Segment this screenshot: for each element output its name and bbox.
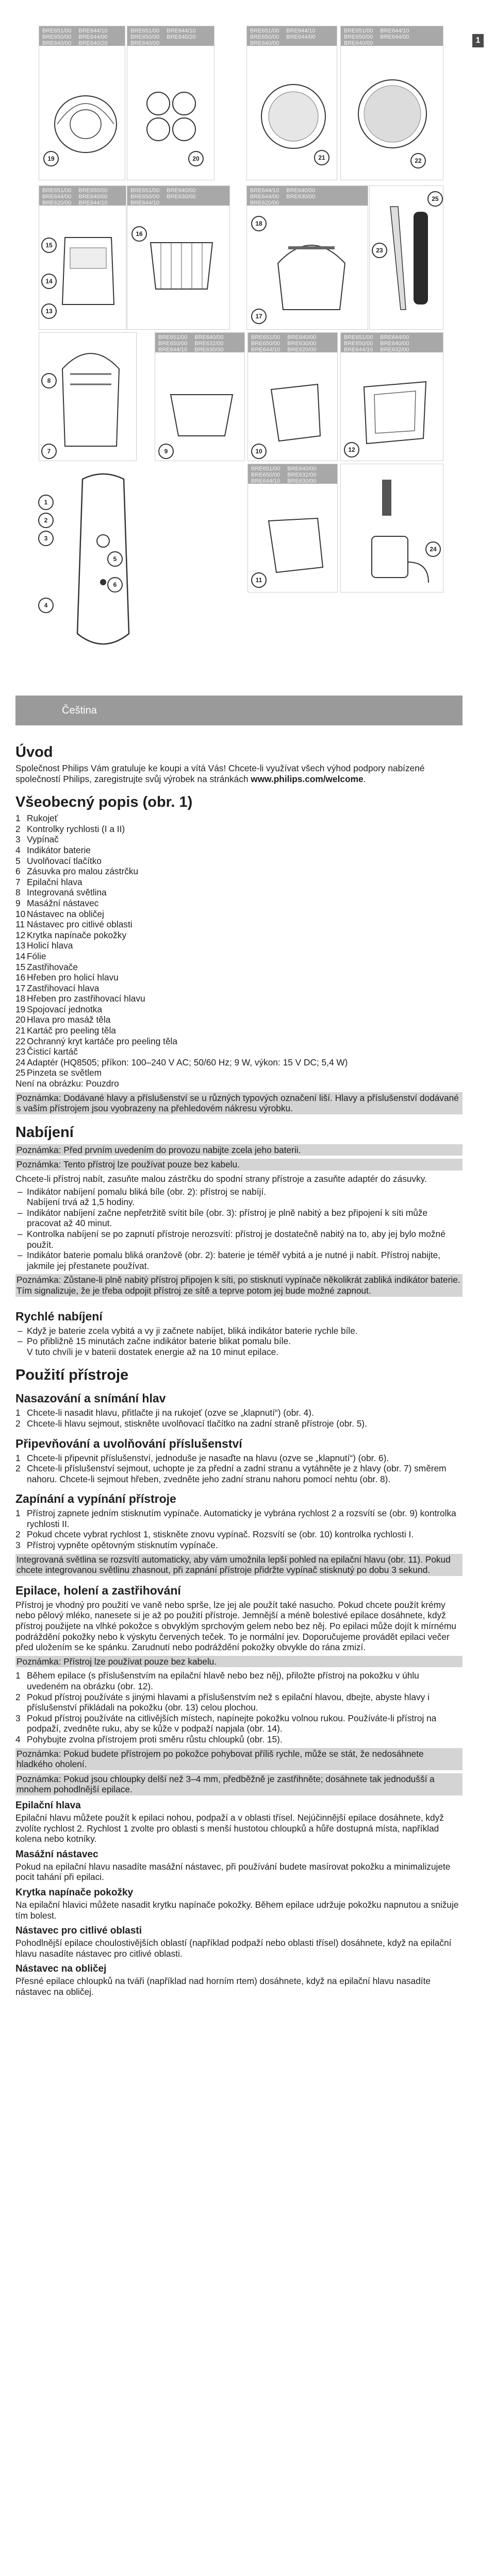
page-number-badge: 1 [472,34,484,47]
list-item [15,856,463,867]
callout-14: 14 [41,274,57,289]
list-item-text: Kartáč pro peeling těla [27,1025,116,1036]
list-item-text: Uvolňovací tlačítko [27,855,102,866]
figure-cell-epilation-head [39,332,137,461]
list-item [15,1025,463,1036]
quick-charge-heading: Rychlé nabíjení [15,1309,103,1323]
intro-paragraph: Společnost Philips Vám gratuluje ke koupi a vítá Vás! Chcete-li využívat všech výhod podpory nabízené společností Philips, zaregistrujte svůj výrobek na stránkách www.philips.com/welcome. [15,763,425,784]
attach-heading: Nasazování a snímání hlav [15,1392,166,1405]
list-item-text: Vypínač [27,834,59,845]
list-item-text: Pokud chcete vybrat rychlost 1, stiskněte znovu vypínač. Rozsvítí se (obr. 10) kontrolka rychlosti I. [27,1529,414,1540]
list-item-text: Během epilace (s příslušenstvím na epilační hlavě nebo bez něj), přiložte přístroj na pokožku v úhlu uvedeném na obrázku (obr. 12). [27,1670,419,1691]
list-item [15,1453,463,1464]
dash-marker: – [18,1336,23,1347]
callout-24: 24 [425,541,441,557]
list-item-text: Integrovaná světlina [27,887,107,898]
list-item [15,877,463,888]
list-item [15,1036,463,1047]
figure-cell-brush-cap [340,26,443,180]
shaving-comb-drawing [143,222,220,310]
charging-note-2: Poznámka: Tento přístroj lze používat pouze bez kabelu. [15,1159,463,1171]
facial-cap-heading: Nástavec na obličej [15,1963,107,1975]
callout-13: 13 [41,303,57,319]
callout-22: 22 [410,153,426,168]
list-item-text: Zásuvka pro malou zástrčku [27,866,139,877]
figure-cell-exfoliation-brush [246,26,337,180]
massage-cap-drawing [166,364,238,451]
bullet-item [15,1250,463,1271]
list-item-text: Rukojeť [27,813,58,824]
model-codes: BRE651/00 BRE644/00 BRE620/00 BRE650/00 BRE640/00 BRE644/10 [39,186,126,206]
dash-marker: – [18,1186,23,1197]
list-item-number: 2 [15,1418,21,1429]
figure-cell-shaving-head-unit [39,26,125,180]
bullet-item-text: Kontrolka nabíjení se po zapnutí přístroje nerozsvítí: přístroj je dostatečně nabitý na to, aby jej bylo možné použít. [27,1228,446,1250]
charging-paragraph: Chcete-li přístroj nabít, zasuňte malou zástrčku do spodní strany přístroje a zasuňte adaptér do zásuvky. [15,1174,427,1184]
list-item-number: 23 [15,1046,26,1057]
figure-cell-massage-head [127,26,214,180]
list-item-text: Čisticí kartáč [27,1046,78,1057]
list-item [15,919,463,930]
callout-12: 12 [344,442,359,457]
list-item-number: 18 [15,993,26,1004]
list-item-number: 24 [15,1057,26,1067]
massage-cap-heading: Masážní nástavec [15,1849,98,1860]
list-item-text: Pokud přístroj používáte na citlivějších místech, napínejte pokožku volnou rukou. Používáte-li přístroj na podpaží, zvedněte ruku, aby se kůže v podpaží napjala (obr. 14). [27,1713,437,1734]
list-item-text: Pinzeta se světlem [27,1067,102,1078]
callout-6: 6 [107,577,123,592]
onoff-heading: Zapínání a vypínání přístroje [15,1492,176,1506]
charging-list [15,1187,463,1272]
list-item [15,1692,463,1713]
epilation-heading: Epilace, holení a zastřihování [15,1583,181,1597]
list-item-text: Chcete-li hlavu sejmout, stiskněte uvolňovací tlačítko na zadní straně přístroje (obr. 5). [27,1418,367,1429]
model-codes: BRE651/00 BRE650/00 BRE640/00 BRE644/10 BRE640/20 [127,26,214,46]
list-item-text: Ochranný kryt kartáče pro peeling těla [27,1036,178,1046]
callout-3: 3 [38,531,54,546]
charging-note-3: Poznámka: Zůstane-li plně nabitý přístroj připojen k síti, po stisknutí vypínače několikrát zabliká indikátor baterie. Tím signalizuje, že je třeba odpojit přístroj ze sítě a teprve potom jej bude možné zapnout. [15,1274,463,1296]
list-item-text: Hřeben pro zastřihovací hlavu [27,993,145,1004]
list-item [15,1046,463,1057]
list-item [15,1540,463,1551]
list-item-text: Krytka napínače pokožky [27,929,127,940]
model-codes: BRE651/00 BRE650/00 BRE640/00 BRE644/10 BRE644/00 [341,26,443,46]
list-item [15,1508,463,1529]
epilation-note-1: Poznámka: Přístroj lze používat pouze bez kabelu. [15,1656,463,1668]
list-item-number: 2 [15,1463,21,1474]
list-item-text: Přístroj zapnete jedním stisknutím vypínače. Automaticky je vybrána rychlost 2 a rozsvítí se (obr. 9) kontrolka rychlosti II. [27,1508,456,1529]
epilation-head-heading: Epilační hlava [15,1800,81,1811]
callout-15: 15 [41,238,57,253]
onoff-list [15,1508,463,1550]
callout-21: 21 [314,150,329,165]
list-item-number: 3 [15,834,21,845]
quick-charge-list [15,1326,463,1358]
list-item-number: 1 [15,813,21,824]
list-item-number: 3 [15,1713,21,1723]
list-item-text: Nástavec pro citlivé oblasti [27,919,133,930]
brush-and-adapter-drawing [351,474,439,588]
list-item-number: 14 [15,951,26,961]
callout-19: 19 [43,151,59,166]
figure-cell-massage-cap [155,332,245,461]
callout-4: 4 [38,598,54,613]
massage-cap-paragraph: Pokud na epilační hlavu nasadíte masážní nástavec, při používání budete masírovat pokožku a minimalizujete pocit tahání při epilaci. [15,1861,451,1883]
illustration-page [0,0,495,685]
bullet-item-text: Indikátor baterie pomalu bliká oranžově (obr. 2): baterie je téměř vybitá a je nutné ji nabít. Přístroj nabijte, jakmile jej přestanete používat. [27,1250,441,1271]
list-item [15,824,463,835]
figure-cell-sensitive-cap [248,464,338,592]
facial-cap-drawing [258,364,331,451]
epilation-note-2: Poznámka: Pokud budete přístrojem po pokožce pohybovat příliš rychle, může se stát, že nedosáhnete hladkého oholení. [15,1748,463,1770]
overview-note: Poznámka: Dodávané hlavy a příslušenství se u různých typových označení liší. Hlavy a příslušenství dodávané s vaším přístrojem jsou vyobrazeny na přehledovém nákresu výrobku. [15,1092,463,1114]
list-item-number: 9 [15,897,21,908]
list-item-number: 21 [15,1025,26,1036]
list-item-text: Pohybujte zvolna přístrojem proti směru růstu chloupků (obr. 15). [27,1734,283,1744]
skin-stretcher-paragraph: Na epilační hlavici můžete nasadit krytku napínače pokožky. Během epilace udržuje pokožku napnutou a snižuje tím bolest. [15,1899,459,1921]
list-item [15,1408,463,1418]
language-label: Čeština [62,705,97,716]
intro-heading: Úvod [15,744,53,760]
model-codes: BRE651/00 BRE650/00 BRE640/00 BRE644/10 BRE644/00 [247,26,337,46]
onoff-note: Integrovaná světlina se rozsvítí automaticky, aby vám umožnila lepší pohled na epilační hlavu (obr. 11). Pokud chcete integrovanou světlinu zhasnout, při zapnání přístroje přidržte vypínač stisknutý po dobu 3 sekund. [15,1554,463,1576]
overview-not-shown: Není na obrázku: Pouzdro [15,1078,119,1089]
callout-1: 1 [38,495,54,510]
callout-2: 2 [38,513,54,528]
bullet-item [15,1229,463,1250]
list-item-number: 20 [15,1014,26,1025]
list-item-number: 5 [15,855,21,866]
sensitive-cap-paragraph: Pohodlnější epilace choulostivějších oblastí (například podpaží nebo oblasti třísel) dosáhnete, když na epilační hlavu nasadíte nástavec pro citlivé oblasti. [15,1938,452,1959]
figure-cell-trimming-head [246,185,368,330]
callout-9: 9 [158,444,174,459]
list-item-text: Hlava pro masáž těla [27,1014,111,1025]
bullet-item-text: Po přibližně 15 minutách začne indikátor baterie blikat pomalu bíle. [27,1336,291,1347]
callout-8: 8 [41,373,57,388]
list-item-number: 4 [15,844,21,855]
epilation-head-paragraph: Epilační hlavu můžete použít k epilaci nohou, podpaží a v oblasti třísel. Nejúčinnější epilace dosáhnete, když zvolíte rychlost 2. Rychlost 1 zvolte pro oblasti s menší hustotou chloupků a hůře dostupná místa, například kolena nebo kotníky. [15,1812,444,1844]
callout-7: 7 [41,444,57,459]
attach-list [15,1408,463,1429]
list-item [15,1067,463,1078]
body-massage-head-drawing [135,62,207,165]
model-codes: BRE651/00 BRE650/00 BRE644/10 BRE644/00 BRE640/00 BRE632/00 [341,333,443,352]
model-codes: BRE651/00 BRE650/00 BRE640/00 BRE644/10 BRE644/00 BRE640/20 [39,26,125,46]
coupling-unit-drawing [47,62,119,165]
dash-marker: – [18,1325,23,1336]
list-item-number: 2 [15,1529,21,1540]
bullet-item-text: Když je baterie zcela vybitá a vy ji začnete nabíjet, bliká indikátor baterie rychle bíle. [27,1325,358,1336]
list-item-text: Holicí hlava [27,940,73,951]
callout-11: 11 [251,572,267,588]
list-item [15,972,463,983]
list-item [15,1529,463,1540]
epilation-head-drawing [50,338,132,456]
skin-stretcher-drawing [354,361,436,454]
list-item-number: 8 [15,887,21,898]
list-item-number: 2 [15,823,21,834]
model-codes: BRE651/00 BRE650/00 BRE644/10 BRE640/00 BRE632/00 BRE630/00 [155,333,244,352]
bullet-item-subtext: Nabíjení trvá až 1,5 hodiny. [27,1197,135,1208]
list-item [15,951,463,962]
list-item-number: 6 [15,866,21,877]
sensitive-cap-drawing [258,495,331,583]
manual-content [15,734,463,1999]
list-item-text: Chcete-li nasadit hlavu, přitlačte ji na rukojeť (ozve se „klapnutí“) (obr. 4). [27,1408,314,1418]
list-item-text: Přístroj vypněte opětovným stisknutím vypínače. [27,1540,218,1551]
model-codes: BRE651/00 BRE650/00 BRE644/10 BRE640/00 BRE630/00 BRE620/00 [248,333,337,352]
model-codes: BRE651/00 BRE650/00 BRE644/10 BRE640/00 BRE630/00 [127,186,229,206]
callout-10: 10 [251,444,267,459]
exfoliation-brush-drawing [255,62,327,165]
trimming-head-drawing [268,217,355,320]
overview-list [15,813,463,1078]
callout-20: 20 [188,151,204,166]
list-item-text: Spojovací jednotka [27,1004,103,1014]
list-item-number: 19 [15,1004,26,1014]
dash-marker: – [18,1207,23,1218]
list-item [15,1014,463,1025]
charging-note-1: Poznámka: Před prvním uvedením do provozu nabijte zcela jeho baterii. [15,1144,463,1156]
list-item [15,983,463,994]
list-item-text: Masážní nástavec [27,897,99,908]
list-item-number: 1 [15,1408,21,1418]
dash-marker: – [18,1250,23,1261]
bullet-item [15,1208,463,1229]
skin-stretcher-heading: Krytka napínače pokožky [15,1887,134,1898]
bullet-item [15,1187,463,1208]
list-item-text: Indikátor baterie [27,844,91,855]
figure-cell-shaving-head [39,185,126,330]
use-heading: Použití přístroje [15,1367,129,1384]
list-item-number: 22 [15,1036,26,1046]
figure-cell-shaving-comb [127,185,230,330]
tweezers-drawing [380,196,437,325]
list-item-number: 11 [15,919,25,930]
list-item-text: Fólie [27,951,46,961]
list-item-number: 1 [15,1452,21,1463]
model-codes: BRE644/10 BRE644/00 BRE620/00 BRE640/00 BRE630/00 [247,186,368,206]
list-item-number: 1 [15,1670,21,1681]
bullet-item-text: Indikátor nabíjení začne nepřetržitě svítit bíle (obr. 3): přístroj je plně nabitý a bez připojení k síti může pracovat až 40 minut. [27,1207,428,1229]
list-item-number: 15 [15,961,26,972]
list-item [15,993,463,1004]
figure-cell-facial-cap [248,332,338,461]
list-item [15,845,463,856]
list-item-text: Nástavec na obličej [27,908,104,919]
appliance-overview-drawing [46,464,150,680]
list-item-text: Zastřihovací hlava [27,982,100,993]
welcome-link[interactable]: www.philips.com/welcome [251,773,364,784]
list-item-number: 10 [15,908,26,919]
callout-17: 17 [251,309,267,324]
figure-cell-tweezers [369,185,443,330]
model-codes: BRE651/00 BRE650/00 BRE644/10 BRE640/00 BRE632/00 BRE630/00 [248,464,337,484]
list-item-text: Pokud přístroj používáte s jinými hlavami a příslušenstvím než s epilační hlavou, dbejte, abyste hlavy i příslušenství přikládali na pokožku (obr. 13) celou plochou. [27,1691,430,1713]
list-item-number: 2 [15,1691,21,1702]
epilation-note-3: Poznámka: Pokud jsou chloupky delší než 3–4 mm, předběžně je zastřihněte; dosáhnete tak jednodušší a mnohem pohodlnější epilace. [15,1773,463,1795]
list-item [15,1057,463,1068]
epilation-list [15,1670,463,1744]
list-item-number: 17 [15,982,26,993]
charging-heading: Nabíjení [15,1124,74,1141]
bullet-item [15,1326,463,1336]
overview-heading: Všeobecný popis (obr. 1) [15,794,193,811]
brush-cap-drawing [354,60,431,163]
accessory-list [15,1453,463,1485]
list-item [15,1670,463,1691]
list-item-text: Zastřihovače [27,961,78,972]
sensitive-cap-heading: Nástavec pro citlivé oblasti [15,1925,142,1937]
list-item [15,834,463,845]
list-item-text: Chcete-li připevnit příslušenství, jednoduše je nasaďte na hlavu (ozve se „klapnutí“) (obr. 6). [27,1452,389,1463]
list-item [15,887,463,898]
callout-5: 5 [107,551,123,567]
list-item [15,813,463,824]
list-item-number: 16 [15,972,26,983]
list-item-text: Epilační hlava [27,876,82,887]
accessory-heading: Připevňování a uvolňování příslušenství [15,1436,242,1450]
list-item [15,898,463,909]
epilation-paragraph: Přístroj je vhodný pro použití ve vaně nebo sprše, lze jej ale použít také nasucho. Pokud chcete použít krémy nebo pělový mléko, nanesete si je až po použití přístroje. Jemnější a méně bolestivé epilace dosáhnete, když přístroj použijete na vlhké pokožce s obvyklým sprchovým gelem nebo bez něj. Po epilaci může dojít k mírnému podráždění pokožky nebo k výskytu červených teček. To je normální jev. Doporučujeme provádět epilaci večer před uložením se ke spánku. Zarudnutí nebo podráždění pokožky obvykle do rána zmizí. [15,1599,456,1653]
list-item [15,930,463,941]
list-item [15,1418,463,1429]
list-item [15,866,463,877]
list-item-text: Kontrolky rychlosti (I a II) [27,823,125,834]
list-item-number: 3 [15,1540,21,1551]
list-item [15,1004,463,1015]
callout-25: 25 [427,191,443,207]
list-item-text: Chcete-li příslušenství sejmout, uchopte je za přední a zadní stranu a vytáhněte je z hlavy (obr. 7) směrem nahoru. Chcete-li sejmout hřeben, zvedněte jeho zadní stranu nahoru pomocí nehtu (obr. 8). [27,1463,447,1484]
bullet-item-text: Indikátor nabíjení pomalu bliká bíle (obr. 2): přístroj se nabíjí. [27,1186,266,1197]
list-item [15,940,463,951]
list-item [15,962,463,973]
figure-cell-adapter [340,464,443,592]
list-item [15,1463,463,1484]
list-item [15,909,463,920]
language-tab [15,696,463,725]
callout-16: 16 [131,226,147,242]
bullet-item-subtext: V tuto chvíli je v baterii dostatek energie až na 10 minut epilace. [27,1346,278,1357]
dash-marker: – [18,1228,23,1239]
facial-cap-paragraph: Přesné epilace chloupků na tváři (například nad horním rtem) dosáhnete, když na epilační hlavu nasadíte nástavec na obličej. [15,1976,431,1997]
list-item-number: 1 [15,1508,21,1519]
list-item [15,1734,463,1745]
list-item [15,1713,463,1734]
callout-23: 23 [372,243,387,258]
list-item-text: Adaptér (HQ8505; příkon: 100–240 V AC; 50/60 Hz; 9 W, výkon: 15 V DC; 5,4 W) [27,1057,348,1067]
callout-18: 18 [251,216,267,231]
list-item-number: 25 [15,1067,26,1078]
list-item-number: 13 [15,940,26,951]
bullet-item [15,1336,463,1357]
list-item-text: Hřeben pro holicí hlavu [27,972,119,983]
shaving-head-drawing [55,222,122,320]
figure-cell-skin-stretcher [340,332,443,461]
list-item-number: 7 [15,876,21,887]
list-item-number: 4 [15,1734,21,1744]
list-item-number: 12 [15,929,26,940]
